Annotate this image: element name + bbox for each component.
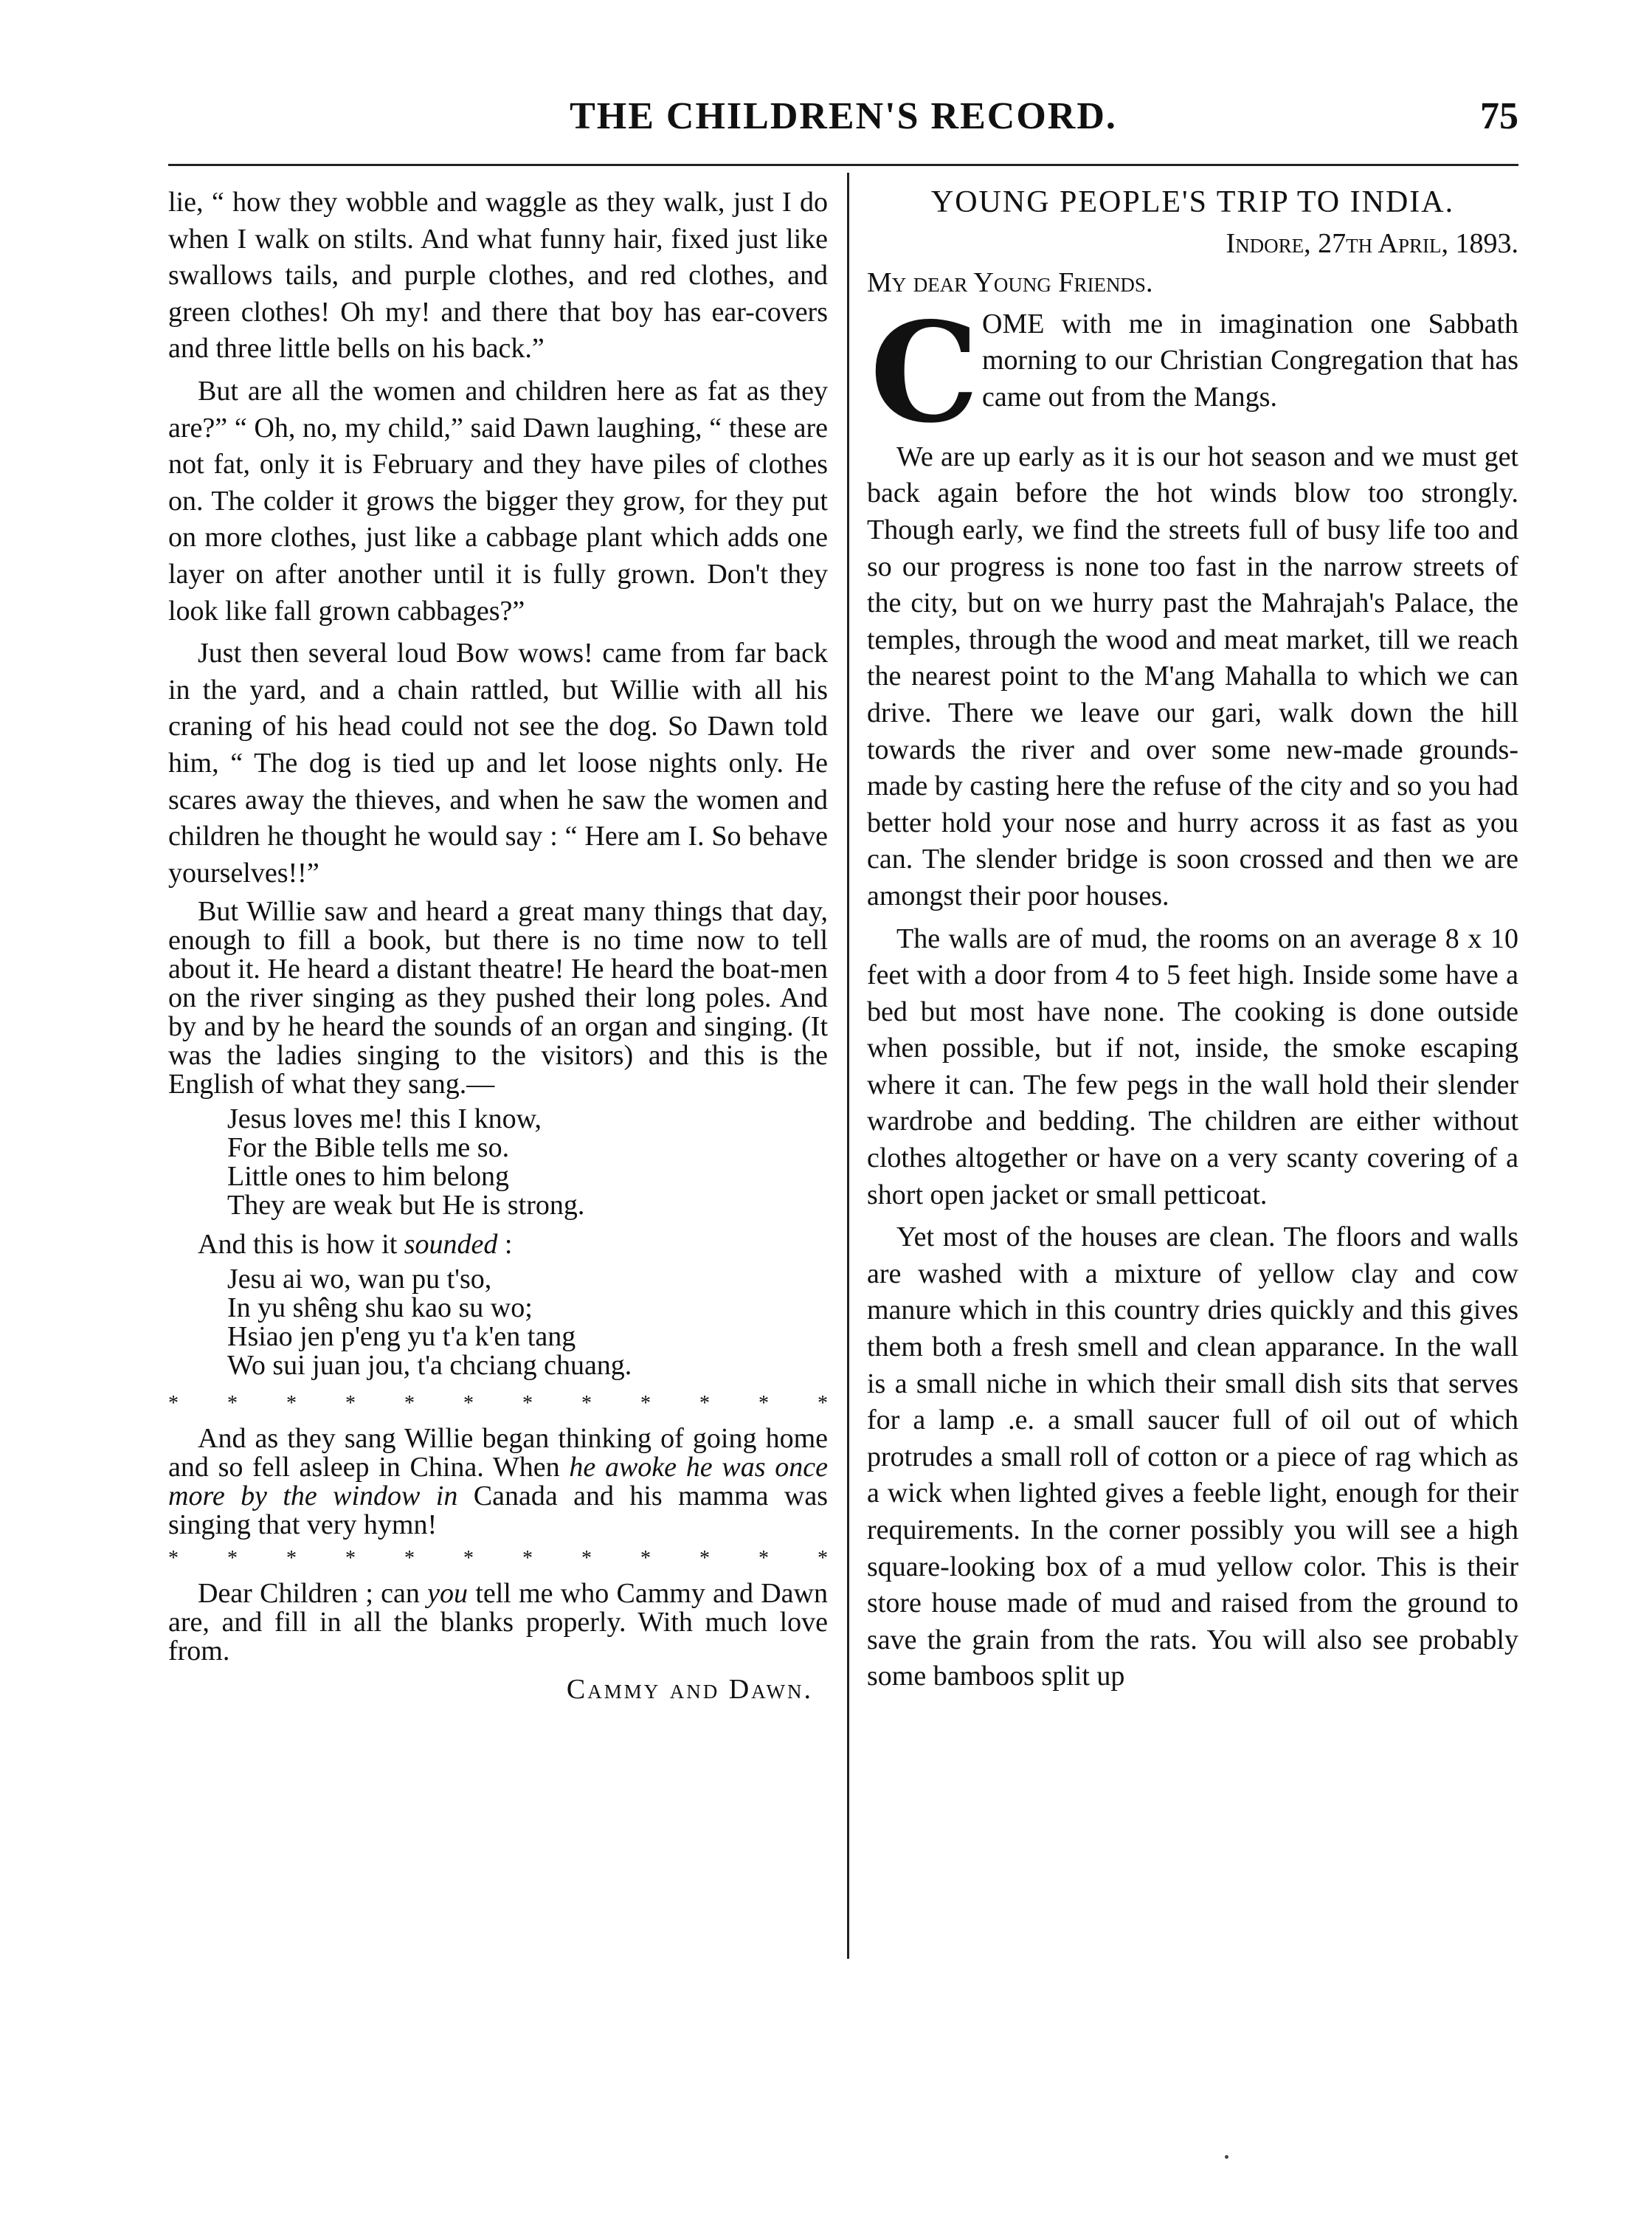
star: * (640, 1547, 651, 1571)
article-paragraph: The walls are of mud, the rooms on an average 8 x 10 feet with a door from 4 to 5 feet high. Inside some have a bed but most have none. The cooking is done outside when possible, but if not, inside, the smoke escaping where it can. The few pegs in the wall hold their slender wardrobe and bedding. The children are either without clothes altogether or have on a very scanty covering of a short open jacket or small petticoat. (867, 923, 1518, 1210)
hymn-english (227, 1105, 828, 1220)
sounded-line (198, 1230, 828, 1259)
star: * (345, 1392, 356, 1416)
poem-line: In yu shêng shu kao su wo; (227, 1292, 533, 1324)
star: * (404, 1547, 415, 1571)
star: * (640, 1392, 651, 1416)
text-run: tell me who Cammy and Dawn are, and fill in all the blanks properly. With much love from. (168, 1578, 828, 1667)
italic-run: he awoke he was once more by the window in (168, 1452, 828, 1512)
sounded-colon: : (497, 1229, 513, 1261)
star: * (286, 1547, 297, 1571)
drop-cap: C (869, 291, 980, 453)
article-paragraph: OME with me in imagination one Sabbath morning to our Christian Congregation that has came out from the Mangs. (982, 308, 1518, 413)
article-paragraph: Yet most of the houses are clean. The floors and walls are washed with a mixture of yellow clay and cow manure which in this country dries quickly and this gives them both a fresh smell and clean apparance. In the wall is a small niche in which their small dish sits that serves for a lamp .e. a small saucer full of oil out of which protrudes a small roll of cotton or a piece of rag which as a wick when lighted gives a feeble light, enough for their requirements. In the corner possibly you will see a high square-looking box of a mud yellow color. This is their store house made of mud and raised from the ground to save the grain from the rats. You will also see probably some bamboos split up (867, 1221, 1518, 1692)
story-paragraph: Just then several loud Bow wows! came from far back in the yard, and a chain rattled, but Willie with all his craning of his head could not see the dog. So Dawn told him, “ The dog is tied up and let loose nights only. He scares away the thieves, and when he saw the women and children he thought he would say : “ Here am I. So behave yourselves!!” (168, 638, 828, 889)
text-run: Dear Children ; can (198, 1578, 428, 1610)
publication-title: THE CHILDREN'S RECORD. (570, 95, 1117, 137)
sounded-text: And this is how it (198, 1229, 404, 1261)
star: * (522, 1547, 533, 1571)
star: * (168, 1392, 179, 1416)
sounded-italic: sounded (404, 1229, 498, 1261)
salutation: My dear Young Friends. (867, 267, 1153, 299)
asterism (168, 1390, 828, 1417)
asterism (168, 1545, 828, 1572)
star: * (168, 1547, 179, 1571)
poem-line: Little ones to him belong (227, 1161, 510, 1193)
star: * (463, 1547, 474, 1571)
star: * (463, 1392, 474, 1416)
star: * (227, 1547, 238, 1571)
star: * (227, 1392, 238, 1416)
column-divider (847, 173, 849, 1959)
star: * (522, 1392, 533, 1416)
header-rule (168, 164, 1518, 166)
poem-line: Jesus loves me! this I know, (227, 1103, 542, 1135)
hymn-chinese (227, 1265, 828, 1380)
star: * (758, 1547, 769, 1571)
italic-run: you (427, 1578, 469, 1610)
star: * (699, 1547, 710, 1571)
right-column (867, 185, 1518, 1701)
star: * (818, 1547, 828, 1571)
poem-line: For the Bible tells me so. (227, 1132, 510, 1164)
opening-paragraph (867, 291, 1518, 453)
story-paragraph: But Willie saw and heard a great many things that day, enough to fill a book, but there is no time now to tell about it. He heard a distant theatre! He heard the boat-men on the river singing as they pushed their long poles. And by and by he heard the sounds of an organ and singing. (It was the ladies singing to the visitors) and this is the English of what they sang.— (168, 896, 828, 1100)
poem-line: They are weak but He is strong. (227, 1190, 585, 1221)
star: * (758, 1392, 769, 1416)
star: * (581, 1547, 592, 1571)
star: * (404, 1392, 415, 1416)
poem-line: Jesu ai wo, wan pu t'so, (227, 1264, 492, 1295)
poem-line: Hsiao jen p'eng yu t'a k'en tang (227, 1321, 576, 1353)
ink-speck (1225, 2155, 1228, 2159)
star: * (345, 1547, 356, 1571)
poem-line: Wo sui juan jou, t'a chciang chuang. (227, 1350, 632, 1382)
star: * (286, 1392, 297, 1416)
dateline: Indore, 27th April, 1893. (1226, 227, 1518, 259)
star: * (699, 1392, 710, 1416)
page-number: 75 (1480, 95, 1518, 137)
closing-paragraph (168, 1579, 828, 1666)
page-header (168, 94, 1518, 146)
article-paragraph: We are up early as it is our hot season and we must get back again before the hot winds blow too strongly. Though early, we find the streets full of busy life too and so our progress is none too fast in the narrow streets of the city, but on we hurry past the Mahrajah's Palace, the temples, through the wood and meat market, till we reach the nearest point to the M'ang Mahalla to which we can drive. There we leave our gari, walk down the hill towards the river and over some new-made grounds-made by casting here the refuse of the city and so you had better hold your nose and hurry across it as fast as you can. The slender bridge is soon crossed and then we are amongst their poor houses. (867, 441, 1518, 911)
star: * (818, 1392, 828, 1416)
story-paragraph: But are all the women and children here as fat as they are?” “ Oh, no, my child,” said Dawn laughing, “ these are not fat, only it is February and they have piles of clothes on. The colder it grows the bigger they grow, for they put on more clothes, just like a cabbage plant which adds one layer on after another until it is fully grown. Don't they look like fall grown cabbages?” (168, 375, 828, 627)
signature: Cammy and Dawn. (566, 1674, 813, 1706)
article-title: YOUNG PEOPLE'S TRIP TO INDIA. (930, 185, 1455, 219)
star: * (581, 1392, 592, 1416)
story-paragraph: lie, “ how they wobble and waggle as they walk, just I do when I walk on stilts. And what funny hair, fixed just like swallows tails, and purple clothes, and red clothes, and green clothes! Oh my! and there that boy has ear-covers and three little bells on his back.” (168, 187, 828, 365)
text-run: And as they sang Willie began thinking of going home and so fell asleep in China. When (168, 1423, 828, 1483)
story-paragraph (168, 1424, 828, 1540)
text-run: Canada and his mamma was singing that very hymn! (168, 1481, 828, 1541)
left-column (168, 185, 828, 1709)
